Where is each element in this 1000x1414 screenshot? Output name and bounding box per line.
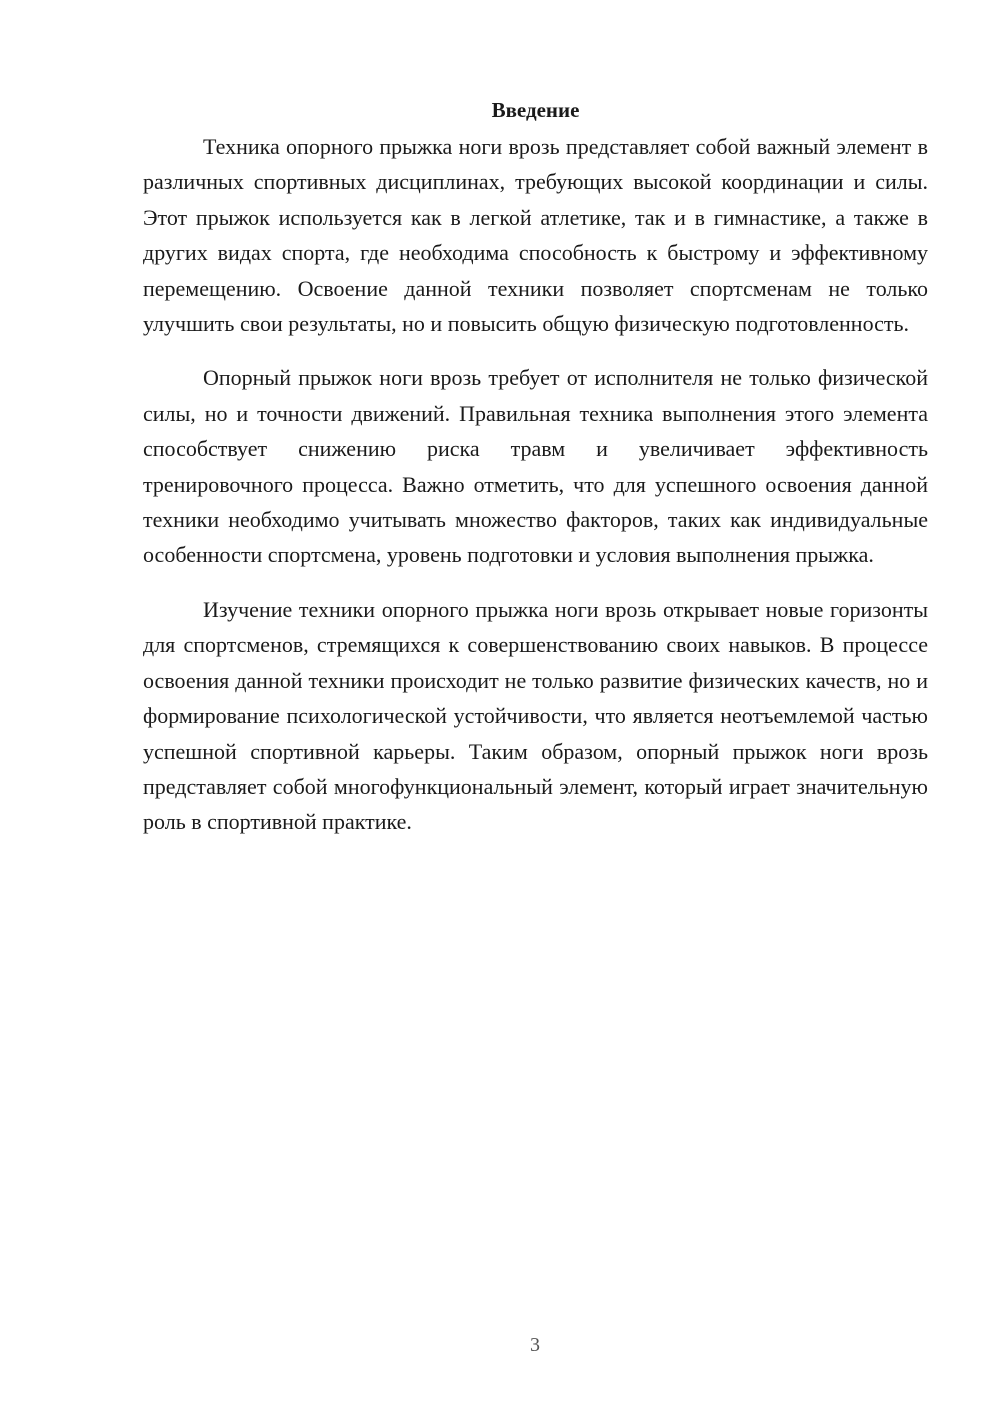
paragraph-1: Техника опорного прыжка ноги врозь представляет собой важный элемент в различных спортивных дисциплинах, требующих высокой координации и силы. Этот прыжок используется как в легкой атлетике, так и в гимнастике, а также в других видах спорта, где необходима способность к быстрому и эффективному перемещению. Освоение данной техники позволяет спортсменам не только улучшить свои результаты, но и повысить общую физическую подготовленность. (143, 134, 928, 337)
paragraph-3: Изучение техники опорного прыжка ноги врозь открывает новые горизонты для спортсменов, стремящихся к совершенствованию своих навыков. В процессе освоения данной техники происходит не только развитие физических качеств, но и формирование психологической устойчивости, что является неотъемлемой частью успешной спортивной карьеры. Таким образом, опорный прыжок ноги врозь представляет собой многофункциональный элемент, который играет значительную роль в спортивной практике. (143, 596, 928, 835)
page-number: 3 (530, 1334, 540, 1356)
paragraph-2: Опорный прыжок ноги врозь требует от исполнителя не только физической силы, но и точности движений. Правильная техника выполнения этого элемента способствует снижению риска травм и увеличивает эффективность тренировочного процесса. Важно отметить, что для успешного освоения данной техники необходимо учитывать множество факторов, таких как индивидуальные особенности спортсмена, уровень подготовки и условия выполнения прыжка. (143, 365, 928, 568)
section-heading: Введение (491, 98, 580, 122)
page-content (143, 95, 928, 859)
